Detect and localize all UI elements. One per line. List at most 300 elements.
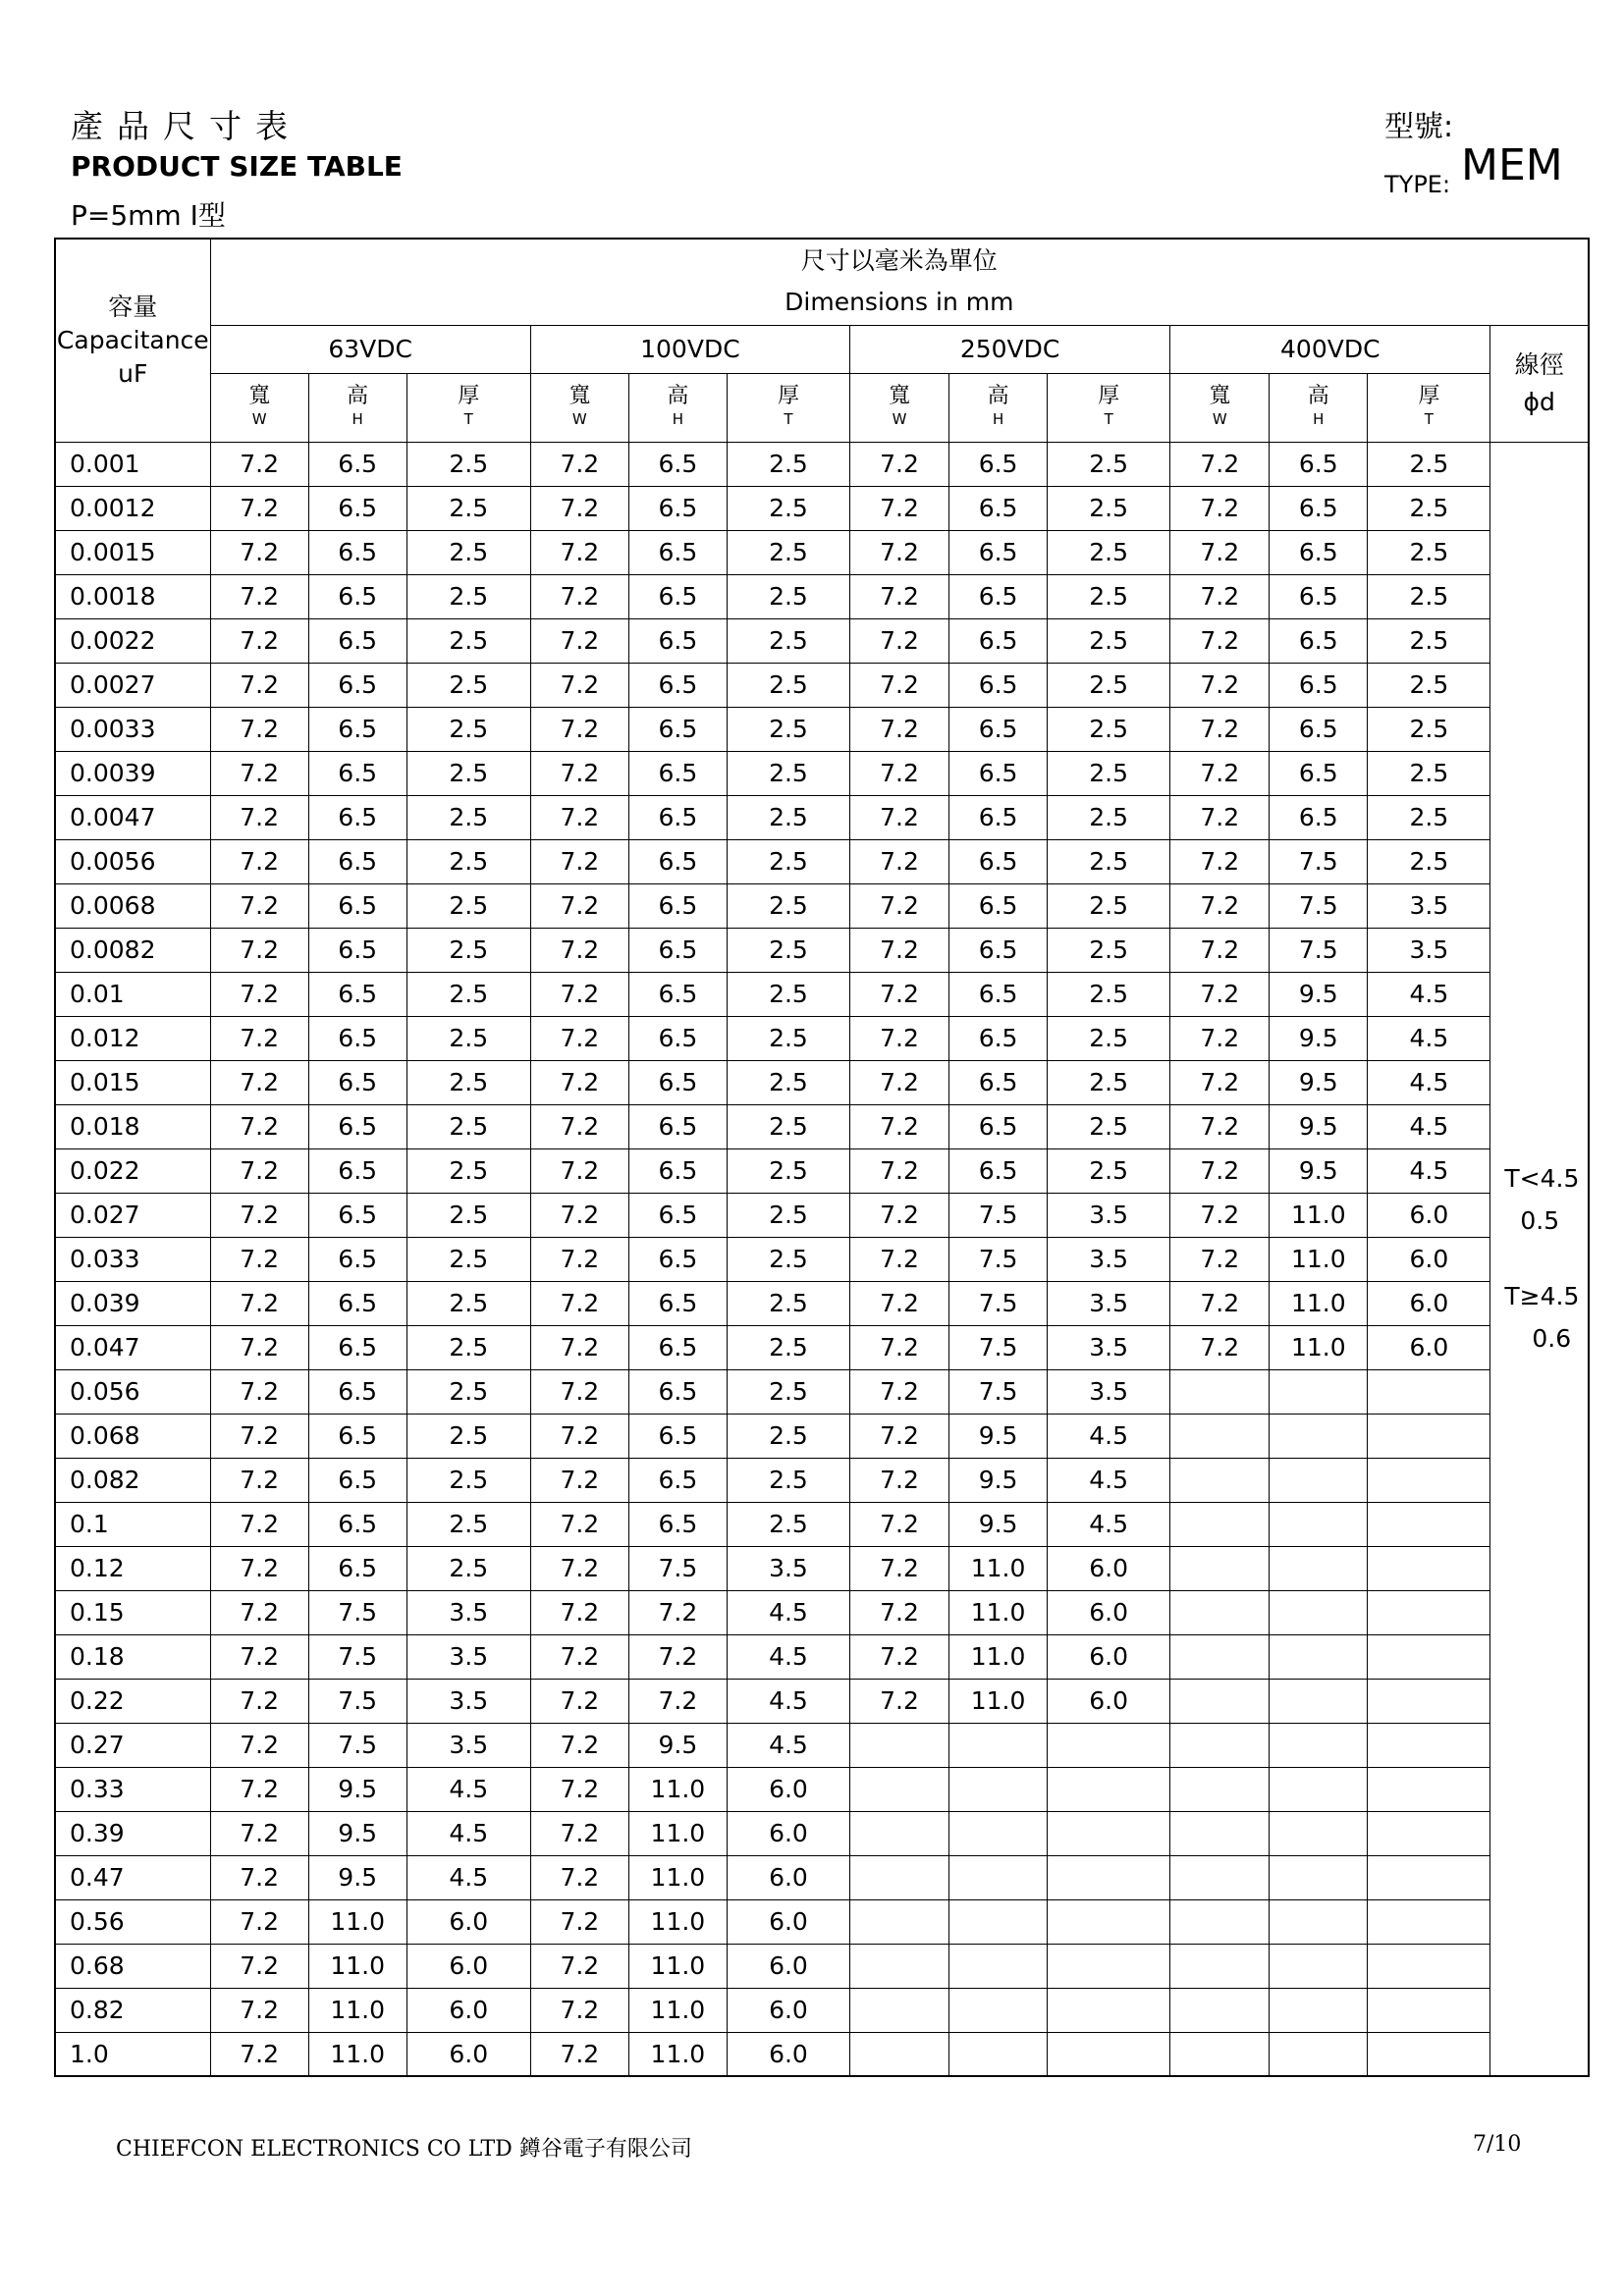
- dimension-cell: 6.5: [308, 1016, 406, 1060]
- table-row: [55, 1060, 1589, 1104]
- sub-header-t: [1048, 373, 1170, 442]
- dimension-cell: 2.5: [727, 1369, 849, 1414]
- dimension-cell: 6.0: [1368, 1325, 1490, 1369]
- dimension-cell: [1368, 1855, 1490, 1899]
- dimension-cell: 2.5: [1048, 928, 1170, 972]
- dimension-cell: 7.2: [530, 1237, 628, 1281]
- dimension-cell: 7.2: [850, 751, 949, 795]
- dimension-cell: [1170, 2032, 1270, 2076]
- table-row: [55, 1811, 1589, 1855]
- dimension-cell: 7.2: [1170, 707, 1270, 751]
- sub-header-w: [850, 373, 949, 442]
- dimension-cell: 7.2: [210, 795, 308, 839]
- dimension-cell: 6.5: [949, 707, 1048, 751]
- dimension-cell: 11.0: [1270, 1281, 1368, 1325]
- sub-header-t: [1368, 373, 1490, 442]
- table-row: [55, 1016, 1589, 1060]
- dimension-cell: 2.5: [1048, 839, 1170, 883]
- dimension-cell: 2.5: [1368, 574, 1490, 618]
- table-row: [55, 883, 1589, 928]
- dimension-cell: 7.2: [1170, 751, 1270, 795]
- dimension-cell: 7.2: [850, 1634, 949, 1679]
- sub-header-label-en: H: [352, 410, 363, 428]
- dimension-cell: 2.5: [1048, 530, 1170, 574]
- voltage-header-100vdc: 100VDC: [530, 325, 849, 373]
- capacitance-cell: 0.015: [55, 1060, 210, 1104]
- dimension-cell: 7.5: [949, 1281, 1048, 1325]
- dimension-cell: [1048, 1944, 1170, 1988]
- dimension-cell: 9.5: [1270, 972, 1368, 1016]
- sub-header-label-zh: 寬: [889, 384, 911, 408]
- dimension-cell: 2.5: [406, 574, 530, 618]
- dimension-cell: 2.5: [1048, 972, 1170, 1016]
- dimension-cell: 7.5: [308, 1723, 406, 1767]
- dimension-cell: [949, 2032, 1048, 2076]
- dimension-cell: 2.5: [1368, 795, 1490, 839]
- type-label-chinese: 型號:: [1384, 110, 1454, 144]
- dimension-cell: 6.5: [308, 1148, 406, 1193]
- dimension-cell: 7.2: [850, 883, 949, 928]
- dimension-cell: 9.5: [949, 1414, 1048, 1458]
- dimension-cell: 2.5: [727, 530, 849, 574]
- dimension-cell: 6.5: [949, 795, 1048, 839]
- dimension-cell: 7.2: [628, 1679, 727, 1723]
- sub-header-label-en: W: [251, 410, 267, 428]
- dimension-cell: 2.5: [406, 839, 530, 883]
- dimension-cell: [1368, 1988, 1490, 2032]
- dimension-cell: 7.2: [210, 618, 308, 663]
- capacitance-cell: 0.56: [55, 1899, 210, 1944]
- dimension-cell: 6.5: [949, 530, 1048, 574]
- type-value: MEM: [1461, 140, 1563, 190]
- dimension-cell: 7.2: [1170, 618, 1270, 663]
- dimensions-header-en: Dimensions in mm: [785, 288, 1014, 317]
- wire-diameter-value: 0.5: [1520, 1206, 1560, 1236]
- sub-header-label-zh: 高: [667, 384, 689, 408]
- dimension-cell: 6.5: [308, 486, 406, 530]
- dimension-cell: 7.2: [850, 442, 949, 486]
- dimension-cell: 7.2: [530, 1016, 628, 1060]
- dimension-cell: 2.5: [1368, 663, 1490, 707]
- dimension-cell: 2.5: [727, 1104, 849, 1148]
- dimension-cell: 9.5: [949, 1502, 1048, 1546]
- dimension-cell: 7.2: [1170, 1325, 1270, 1369]
- capacitance-cell: 0.027: [55, 1193, 210, 1237]
- dimension-cell: 6.0: [1048, 1634, 1170, 1679]
- sub-header-label-zh: 高: [1307, 384, 1329, 408]
- dimension-cell: 7.2: [210, 1546, 308, 1590]
- capacitance-cell: 0.33: [55, 1767, 210, 1811]
- dimension-cell: 7.2: [850, 707, 949, 751]
- dimension-cell: 7.2: [530, 574, 628, 618]
- dimension-cell: 7.2: [850, 1414, 949, 1458]
- dimension-cell: 7.2: [210, 1988, 308, 2032]
- dimension-cell: 7.2: [530, 1281, 628, 1325]
- dimension-cell: 7.2: [530, 530, 628, 574]
- dimension-cell: 7.2: [530, 1988, 628, 2032]
- sub-header-label-en: T: [463, 410, 473, 428]
- dimension-cell: 4.5: [1368, 1104, 1490, 1148]
- dimension-cell: 4.5: [1368, 1060, 1490, 1104]
- dimension-cell: [1270, 1811, 1368, 1855]
- sub-header-label-en: H: [672, 410, 684, 428]
- dimension-cell: 6.5: [308, 1546, 406, 1590]
- dimension-cell: 2.5: [1048, 1060, 1170, 1104]
- dimension-cell: 6.5: [308, 1281, 406, 1325]
- table-row: [55, 707, 1589, 751]
- dimension-cell: 6.5: [308, 1458, 406, 1502]
- dimension-cell: 6.5: [308, 751, 406, 795]
- dimension-cell: 6.5: [308, 1502, 406, 1546]
- dimension-cell: 11.0: [1270, 1193, 1368, 1237]
- dimension-cell: 2.5: [1048, 486, 1170, 530]
- dimension-cell: 7.2: [530, 1855, 628, 1899]
- dimension-cell: 2.5: [727, 1060, 849, 1104]
- sub-header-label-zh: 高: [987, 384, 1009, 408]
- dimension-cell: 7.2: [530, 1634, 628, 1679]
- capacitance-header-zh: 容量: [108, 292, 158, 321]
- dimension-cell: 2.5: [406, 972, 530, 1016]
- dimension-cell: 4.5: [1048, 1458, 1170, 1502]
- dimension-cell: 6.5: [308, 618, 406, 663]
- table-row: [55, 574, 1589, 618]
- dimension-cell: 2.5: [727, 442, 849, 486]
- dimension-cell: 6.5: [628, 1016, 727, 1060]
- dimension-cell: 2.5: [406, 1281, 530, 1325]
- dimension-cell: 7.5: [308, 1634, 406, 1679]
- type-label-english: TYPE:: [1384, 171, 1451, 198]
- dimension-cell: 7.2: [530, 442, 628, 486]
- dimension-cell: 7.2: [210, 442, 308, 486]
- dimension-cell: 2.5: [727, 1193, 849, 1237]
- dimension-cell: 2.5: [1048, 1104, 1170, 1148]
- dimension-cell: 7.2: [1170, 486, 1270, 530]
- sub-header-t: [727, 373, 849, 442]
- dimension-cell: 11.0: [308, 1944, 406, 1988]
- dimension-cell: 6.5: [628, 1060, 727, 1104]
- dimension-cell: 6.5: [949, 442, 1048, 486]
- dimension-cell: 7.2: [210, 1369, 308, 1414]
- dimension-cell: [1170, 1414, 1270, 1458]
- dimension-cell: 6.5: [1270, 486, 1368, 530]
- dimension-cell: 7.2: [850, 839, 949, 883]
- dimension-cell: 4.5: [727, 1590, 849, 1634]
- dimension-cell: 7.2: [530, 795, 628, 839]
- capacitance-cell: 0.0027: [55, 663, 210, 707]
- table-row: [55, 663, 1589, 707]
- dimension-cell: 6.0: [1048, 1679, 1170, 1723]
- capacitance-cell: 0.001: [55, 442, 210, 486]
- dimension-cell: 6.5: [628, 883, 727, 928]
- dimension-cell: 7.2: [210, 1811, 308, 1855]
- dimension-cell: [1368, 1369, 1490, 1414]
- sub-header-h: [949, 373, 1048, 442]
- dimension-cell: 7.2: [210, 1281, 308, 1325]
- dimension-cell: 3.5: [1048, 1325, 1170, 1369]
- dimension-cell: 11.0: [628, 1944, 727, 1988]
- dimension-cell: [949, 1899, 1048, 1944]
- dimension-cell: [1270, 1944, 1368, 1988]
- footer-company-zh: 鐏谷電子有限公司: [518, 2137, 692, 2162]
- dimension-cell: 6.5: [949, 1060, 1048, 1104]
- dimension-cell: 4.5: [1368, 972, 1490, 1016]
- dimension-cell: 2.5: [727, 839, 849, 883]
- dimension-cell: 4.5: [1048, 1502, 1170, 1546]
- dimension-cell: 2.5: [406, 1148, 530, 1193]
- capacitance-cell: 0.27: [55, 1723, 210, 1767]
- sub-header-label-zh: 厚: [1418, 384, 1440, 408]
- dimension-cell: 2.5: [1048, 1148, 1170, 1193]
- dimension-cell: 2.5: [406, 1502, 530, 1546]
- dimension-cell: [1170, 1679, 1270, 1723]
- dimension-cell: [1270, 1634, 1368, 1679]
- dimension-cell: 11.0: [949, 1590, 1048, 1634]
- dimension-cell: 9.5: [308, 1811, 406, 1855]
- table-row: [55, 1237, 1589, 1281]
- dimension-cell: 7.2: [530, 928, 628, 972]
- dimension-cell: 7.2: [1170, 1060, 1270, 1104]
- dimension-cell: [850, 1988, 949, 2032]
- dimension-cell: 6.0: [1368, 1281, 1490, 1325]
- dimension-cell: [1170, 1899, 1270, 1944]
- dimension-cell: [1270, 1988, 1368, 2032]
- dimension-cell: 7.2: [530, 1414, 628, 1458]
- dimension-cell: 2.5: [1048, 618, 1170, 663]
- dimension-cell: 6.5: [949, 663, 1048, 707]
- dimension-cell: [850, 1899, 949, 1944]
- dimension-cell: 2.5: [727, 1237, 849, 1281]
- dimension-cell: 7.2: [850, 1546, 949, 1590]
- dimension-cell: 6.0: [727, 1811, 849, 1855]
- title-chinese: 產品尺寸表: [71, 107, 301, 145]
- footer-company-en: CHIEFCON ELECTRONICS CO LTD: [116, 2137, 513, 2162]
- dimension-cell: 7.5: [1270, 883, 1368, 928]
- dimension-cell: 2.5: [406, 1193, 530, 1237]
- dimension-cell: 7.2: [530, 1679, 628, 1723]
- dimension-cell: 7.2: [850, 795, 949, 839]
- dimension-cell: 7.2: [1170, 530, 1270, 574]
- dimension-cell: 6.5: [628, 663, 727, 707]
- dimensions-header: [210, 239, 1589, 325]
- dimension-cell: [850, 1944, 949, 1988]
- dimension-cell: 7.2: [850, 1193, 949, 1237]
- dimension-cell: 7.2: [850, 618, 949, 663]
- dimension-cell: [1270, 1414, 1368, 1458]
- dimension-cell: 4.5: [1048, 1414, 1170, 1458]
- dimension-cell: 7.2: [530, 883, 628, 928]
- dimension-cell: 6.5: [1270, 663, 1368, 707]
- dimension-cell: [1270, 1855, 1368, 1899]
- dimension-cell: [1170, 1590, 1270, 1634]
- wire-diameter-value: 0.6: [1532, 1324, 1572, 1354]
- table-row: [55, 972, 1589, 1016]
- capacitance-cell: 0.0039: [55, 751, 210, 795]
- dimension-cell: 7.2: [210, 751, 308, 795]
- capacitance-cell: 0.12: [55, 1546, 210, 1590]
- dimension-cell: 6.0: [727, 2032, 849, 2076]
- dimension-cell: 6.5: [628, 795, 727, 839]
- dimension-cell: [1368, 1944, 1490, 1988]
- dimension-cell: 2.5: [727, 1016, 849, 1060]
- dimension-cell: 2.5: [1368, 839, 1490, 883]
- capacitance-cell: 0.0033: [55, 707, 210, 751]
- table-row: [55, 1369, 1589, 1414]
- table-row: [55, 839, 1589, 883]
- dimension-cell: 3.5: [1048, 1369, 1170, 1414]
- wire-diameter-header: [1490, 325, 1589, 442]
- dimension-cell: 7.2: [628, 1590, 727, 1634]
- dimension-cell: 6.5: [308, 530, 406, 574]
- dimension-cell: 6.5: [628, 1325, 727, 1369]
- sub-header-label-en: H: [992, 410, 1004, 428]
- dimension-cell: 6.5: [1270, 707, 1368, 751]
- dimension-cell: 7.2: [210, 1193, 308, 1237]
- dimension-cell: 2.5: [406, 486, 530, 530]
- dimensions-header-zh: 尺寸以毫米為單位: [800, 246, 998, 276]
- table-row: [55, 1679, 1589, 1723]
- table-row: [55, 1634, 1589, 1679]
- dimension-cell: 6.5: [949, 486, 1048, 530]
- dimension-cell: [1270, 1767, 1368, 1811]
- table-row: [55, 442, 1589, 486]
- capacitance-cell: 0.068: [55, 1414, 210, 1458]
- capacitance-cell: 0.018: [55, 1104, 210, 1148]
- dimension-cell: [1368, 1679, 1490, 1723]
- dimension-cell: 6.0: [1048, 1546, 1170, 1590]
- dimension-cell: 7.5: [949, 1369, 1048, 1414]
- wire-diameter-value: T≥4.5: [1504, 1282, 1580, 1311]
- dimension-cell: 6.5: [949, 928, 1048, 972]
- dimension-cell: 7.2: [210, 707, 308, 751]
- table-row: [55, 1899, 1589, 1944]
- dimension-cell: [1170, 1811, 1270, 1855]
- dimension-cell: 2.5: [1368, 618, 1490, 663]
- dimension-cell: [1368, 1634, 1490, 1679]
- dimension-cell: 2.5: [406, 928, 530, 972]
- dimension-cell: 3.5: [406, 1590, 530, 1634]
- dimension-cell: 7.2: [530, 1458, 628, 1502]
- dimension-cell: 7.5: [308, 1590, 406, 1634]
- dimension-cell: 7.2: [210, 1060, 308, 1104]
- dimension-cell: [850, 1767, 949, 1811]
- sub-header-label-zh: 寬: [1209, 384, 1231, 408]
- dimension-cell: 6.5: [308, 1414, 406, 1458]
- dimension-cell: 3.5: [406, 1679, 530, 1723]
- wire-diameter-cell: [1490, 442, 1589, 2076]
- wire-header-symbol: ϕd: [1523, 387, 1555, 416]
- dimension-cell: 6.5: [628, 1458, 727, 1502]
- dimension-cell: 7.2: [850, 1502, 949, 1546]
- dimension-cell: 7.2: [530, 1811, 628, 1855]
- dimension-cell: 7.5: [1270, 839, 1368, 883]
- dimension-cell: 6.5: [308, 883, 406, 928]
- sub-header-label-en: T: [1104, 410, 1113, 428]
- dimension-cell: 6.5: [949, 1104, 1048, 1148]
- sub-header-label-en: H: [1313, 410, 1325, 428]
- dimension-cell: 3.5: [1368, 883, 1490, 928]
- dimension-cell: 7.2: [850, 1104, 949, 1148]
- dimension-cell: 11.0: [628, 1855, 727, 1899]
- dimension-cell: 6.0: [727, 1855, 849, 1899]
- dimension-cell: 7.2: [210, 928, 308, 972]
- dimension-cell: 3.5: [406, 1634, 530, 1679]
- dimension-cell: 2.5: [727, 928, 849, 972]
- dimension-cell: 6.0: [406, 2032, 530, 2076]
- dimension-cell: 7.2: [530, 1325, 628, 1369]
- dimension-cell: [1368, 1767, 1490, 1811]
- dimension-cell: 7.2: [210, 1148, 308, 1193]
- dimension-cell: [1170, 1369, 1270, 1414]
- sub-header-h: [308, 373, 406, 442]
- table-row: [55, 1502, 1589, 1546]
- dimension-cell: 6.5: [308, 442, 406, 486]
- dimension-cell: 7.2: [530, 1723, 628, 1767]
- dimension-cell: [1170, 1988, 1270, 2032]
- dimension-cell: 6.5: [949, 1016, 1048, 1060]
- dimension-cell: 2.5: [727, 972, 849, 1016]
- dimension-cell: 6.0: [727, 1944, 849, 1988]
- dimension-cell: 3.5: [1048, 1193, 1170, 1237]
- dimension-cell: 7.5: [949, 1237, 1048, 1281]
- dimension-cell: 7.2: [1170, 795, 1270, 839]
- dimension-cell: 6.5: [308, 1237, 406, 1281]
- footer-page-number: 7/10: [1473, 2132, 1522, 2157]
- dimension-cell: 7.2: [210, 883, 308, 928]
- dimension-cell: 2.5: [406, 883, 530, 928]
- dimension-cell: [1368, 1899, 1490, 1944]
- dimension-cell: 6.5: [628, 1502, 727, 1546]
- dimension-cell: 6.5: [308, 663, 406, 707]
- dimension-cell: 7.2: [1170, 574, 1270, 618]
- dimension-cell: 6.0: [406, 1899, 530, 1944]
- dimension-cell: 6.5: [628, 574, 727, 618]
- capacitance-cell: 0.0018: [55, 574, 210, 618]
- dimension-cell: 4.5: [727, 1723, 849, 1767]
- dimension-cell: [1270, 1546, 1368, 1590]
- dimension-cell: 7.2: [1170, 1281, 1270, 1325]
- dimension-cell: 4.5: [406, 1767, 530, 1811]
- dimension-cell: [1368, 1546, 1490, 1590]
- capacitance-cell: 0.22: [55, 1679, 210, 1723]
- dimension-cell: 2.5: [727, 1458, 849, 1502]
- dimension-cell: [1170, 1502, 1270, 1546]
- capacitance-cell: 0.0022: [55, 618, 210, 663]
- sub-header-label-en: W: [1212, 410, 1227, 428]
- capacitance-cell: 0.68: [55, 1944, 210, 1988]
- dimension-cell: 6.5: [628, 1104, 727, 1148]
- capacitance-cell: 0.056: [55, 1369, 210, 1414]
- dimension-cell: 2.5: [1048, 751, 1170, 795]
- dimension-cell: 7.2: [210, 1767, 308, 1811]
- dimension-cell: 6.5: [1270, 574, 1368, 618]
- dimension-cell: [1270, 1899, 1368, 1944]
- capacitance-header: [55, 239, 210, 442]
- table-row: [55, 1458, 1589, 1502]
- dimension-cell: 3.5: [1368, 928, 1490, 972]
- sub-header-label-zh: 厚: [777, 384, 799, 408]
- dimension-cell: 6.0: [727, 1899, 849, 1944]
- dimension-cell: 7.2: [210, 1679, 308, 1723]
- dimension-cell: [1368, 2032, 1490, 2076]
- sub-header-label-zh: 厚: [458, 384, 480, 408]
- dimension-cell: 2.5: [1048, 883, 1170, 928]
- dimension-cell: 6.0: [1048, 1590, 1170, 1634]
- dimension-cell: 6.5: [628, 751, 727, 795]
- dimension-cell: [1048, 1988, 1170, 2032]
- table-row: [55, 1546, 1589, 1590]
- table-row: [55, 1590, 1589, 1634]
- dimension-cell: 7.5: [1270, 928, 1368, 972]
